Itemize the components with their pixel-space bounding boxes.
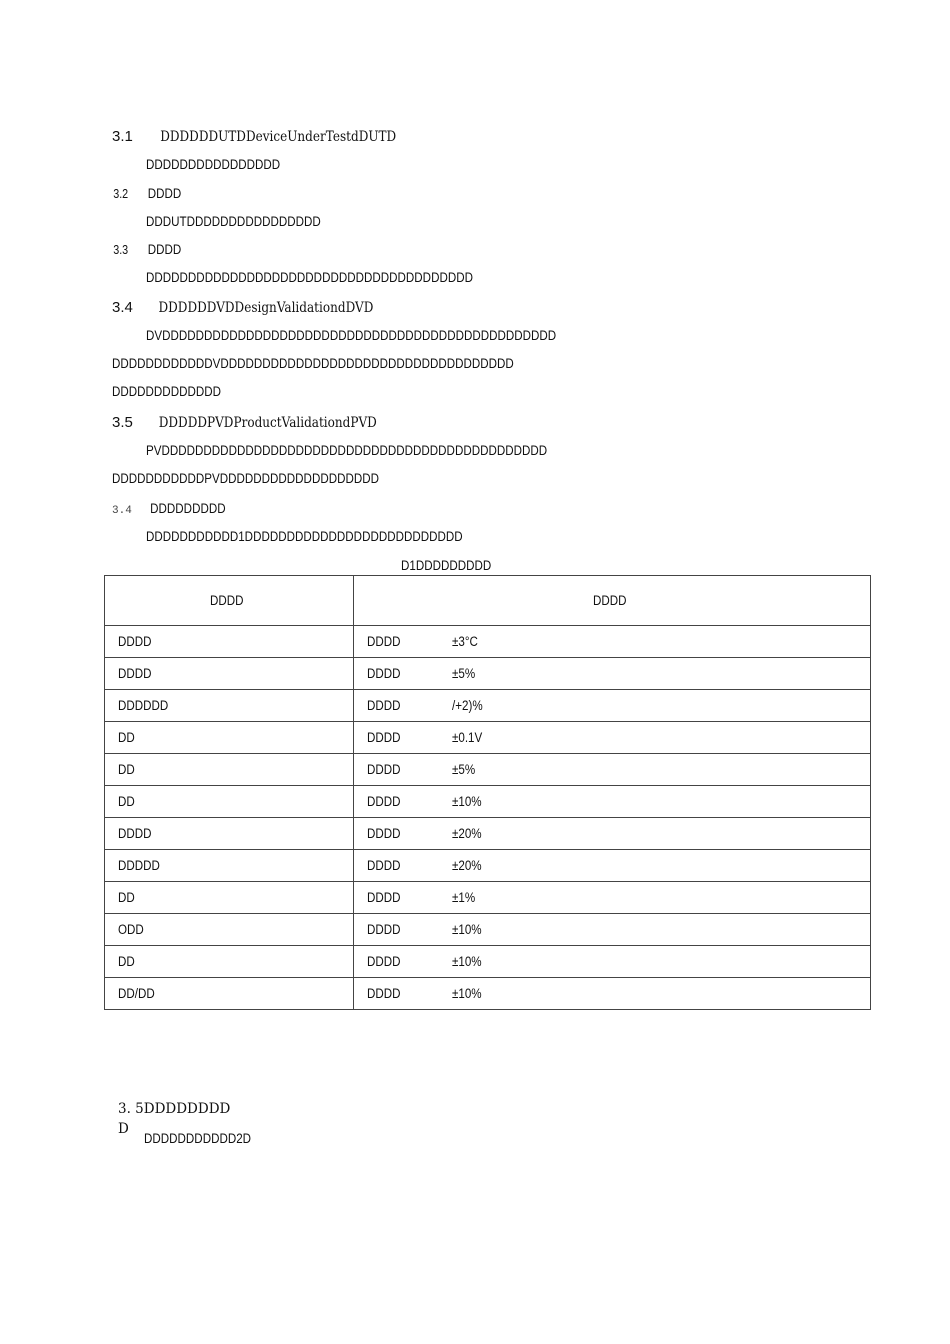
row-spec-label: DDDD — [367, 730, 401, 745]
row-param: DD — [118, 954, 135, 969]
row-tolerance-value: ±20% — [452, 858, 482, 873]
row-spec-label: DDDD — [367, 890, 401, 905]
table-row — [105, 658, 871, 690]
section-3-4-heading — [112, 299, 390, 317]
row-param-cell — [105, 850, 354, 882]
section-3-5-heading — [112, 414, 394, 432]
row-spec-label: DDDD — [367, 634, 401, 649]
footer-text: DDDDDDDDDDD2D — [144, 1131, 252, 1146]
row-spec-cell — [354, 786, 871, 818]
footer-marker: D — [118, 1121, 129, 1137]
row-spec-label: DDDD — [367, 986, 401, 1001]
row-param-cell — [105, 946, 354, 978]
row-spec-cell — [354, 882, 871, 914]
row-spec-label: DDDD — [367, 666, 401, 681]
table-header-row — [105, 576, 871, 626]
row-tolerance-value: ±10% — [452, 922, 482, 937]
row-spec-label: DDDD — [367, 858, 401, 873]
section-title: DDDDDDDDD — [149, 501, 226, 516]
row-param: DDDD — [118, 666, 152, 681]
row-spec-label: DDDD — [367, 922, 401, 937]
row-param-cell — [105, 818, 354, 850]
row-param-cell — [105, 722, 354, 754]
row-spec-cell — [354, 722, 871, 754]
section-3-5-body-line-2: DDDDDDDDDDDPVDDDDDDDDDDDDDDDDDDD — [112, 471, 380, 486]
row-spec-cell — [354, 978, 871, 1010]
table-row — [105, 978, 871, 1010]
row-spec-cell — [354, 946, 871, 978]
row-param-cell — [105, 658, 354, 690]
section-number: 3.4 — [112, 505, 132, 517]
section-title: DDDDDDVDDesignValidationdDVD — [158, 300, 373, 316]
table-header-param: DDDD — [105, 576, 354, 626]
row-param: DDDDD — [118, 858, 160, 873]
row-param: DD — [118, 730, 135, 745]
row-param-cell — [105, 690, 354, 722]
row-tolerance-value: ±10% — [452, 986, 482, 1001]
table-row — [105, 914, 871, 946]
table-row — [105, 946, 871, 978]
row-param-cell — [105, 626, 354, 658]
row-tolerance-value: /+2)% — [452, 698, 483, 713]
section-3-2-heading — [112, 185, 184, 203]
row-tolerance-value: ±10% — [452, 794, 482, 809]
section-title: DDDD — [147, 242, 182, 257]
section-3-4b-heading — [112, 500, 231, 520]
section-3-3-heading — [112, 241, 184, 259]
row-param: DD — [118, 762, 135, 777]
row-spec-label: DDDD — [367, 826, 401, 841]
table-row — [105, 882, 871, 914]
row-tolerance-value: ±20% — [452, 826, 482, 841]
row-param: DDDD — [118, 634, 152, 649]
section-3-4-body-line-1: DVDDDDDDDDDDDDDDDDDDDDDDDDDDDDDDDDDDDDDDDDDDDDDDD — [146, 328, 557, 343]
row-spec-cell — [354, 626, 871, 658]
row-tolerance-value: ±5% — [452, 666, 476, 681]
section-title: DDDD — [147, 186, 182, 201]
row-param-cell — [105, 882, 354, 914]
row-param: DD/DD — [118, 986, 155, 1001]
row-spec-cell — [354, 914, 871, 946]
section-title: DDDDDPVDProductValidationdPVD — [158, 415, 377, 431]
row-param-cell — [105, 978, 354, 1010]
section-number: 3.4 — [112, 299, 133, 316]
row-tolerance-value: ±0.1V — [452, 730, 483, 745]
row-spec-cell — [354, 658, 871, 690]
row-spec-cell — [354, 690, 871, 722]
table-caption: D1DDDDDDDDD — [401, 558, 492, 573]
table-row — [105, 754, 871, 786]
row-param: DD — [118, 890, 135, 905]
section-3-4-body-line-2: DDDDDDDDDDDDVDDDDDDDDDDDDDDDDDDDDDDDDDDDDDDDDDDD — [112, 356, 514, 371]
table-row — [105, 690, 871, 722]
row-tolerance-value: ±3°C — [452, 634, 478, 649]
row-param-cell — [105, 914, 354, 946]
section-3-1-body: DDDDDDDDDDDDDDDD — [146, 157, 281, 172]
section-3-2-body: DDDUTDDDDDDDDDDDDDDDD — [146, 214, 321, 229]
section-number: 3.5 — [112, 414, 133, 431]
row-spec-cell — [354, 850, 871, 882]
row-spec-label: DDDD — [367, 762, 401, 777]
section-3-4b-body: DDDDDDDDDDD1DDDDDDDDDDDDDDDDDDDDDDDDDD — [146, 529, 463, 544]
section-3-3-body: DDDDDDDDDDDDDDDDDDDDDDDDDDDDDDDDDDDDDDD — [146, 270, 474, 285]
row-param: ODD — [118, 922, 144, 937]
row-spec-label: DDDD — [367, 698, 401, 713]
row-param: DDDD — [118, 826, 152, 841]
row-param: DDDDDD — [118, 698, 169, 713]
section-3-4-body-line-3: DDDDDDDDDDDDD — [112, 384, 222, 399]
row-tolerance-value: ±5% — [452, 762, 476, 777]
table-row — [105, 850, 871, 882]
table-row — [105, 626, 871, 658]
row-param: DD — [118, 794, 135, 809]
row-param-cell — [105, 754, 354, 786]
row-spec-cell — [354, 818, 871, 850]
row-tolerance-value: ±1% — [452, 890, 476, 905]
section-3-1-heading — [112, 128, 415, 146]
table-row — [105, 722, 871, 754]
section-number: 3.1 — [112, 128, 133, 145]
row-tolerance-value: ±10% — [452, 954, 482, 969]
row-spec-label: DDDD — [367, 954, 401, 969]
section-3-5-body-line-1: PVDDDDDDDDDDDDDDDDDDDDDDDDDDDDDDDDDDDDDDDDDDDDDD — [146, 443, 548, 458]
row-param-cell — [105, 786, 354, 818]
section-number: 3.3 — [113, 243, 129, 257]
section-title: DDDDDDUTDDeviceUnderTestdDUTD — [159, 129, 396, 145]
row-spec-cell — [354, 754, 871, 786]
tolerance-table — [104, 575, 871, 1010]
footer-heading: 3. 5DDDDDDDD — [118, 1101, 231, 1117]
section-number: 3.2 — [113, 187, 129, 201]
row-spec-label: DDDD — [367, 794, 401, 809]
table-header-spec: DDDD — [354, 576, 871, 626]
table-row — [105, 818, 871, 850]
table-row — [105, 786, 871, 818]
